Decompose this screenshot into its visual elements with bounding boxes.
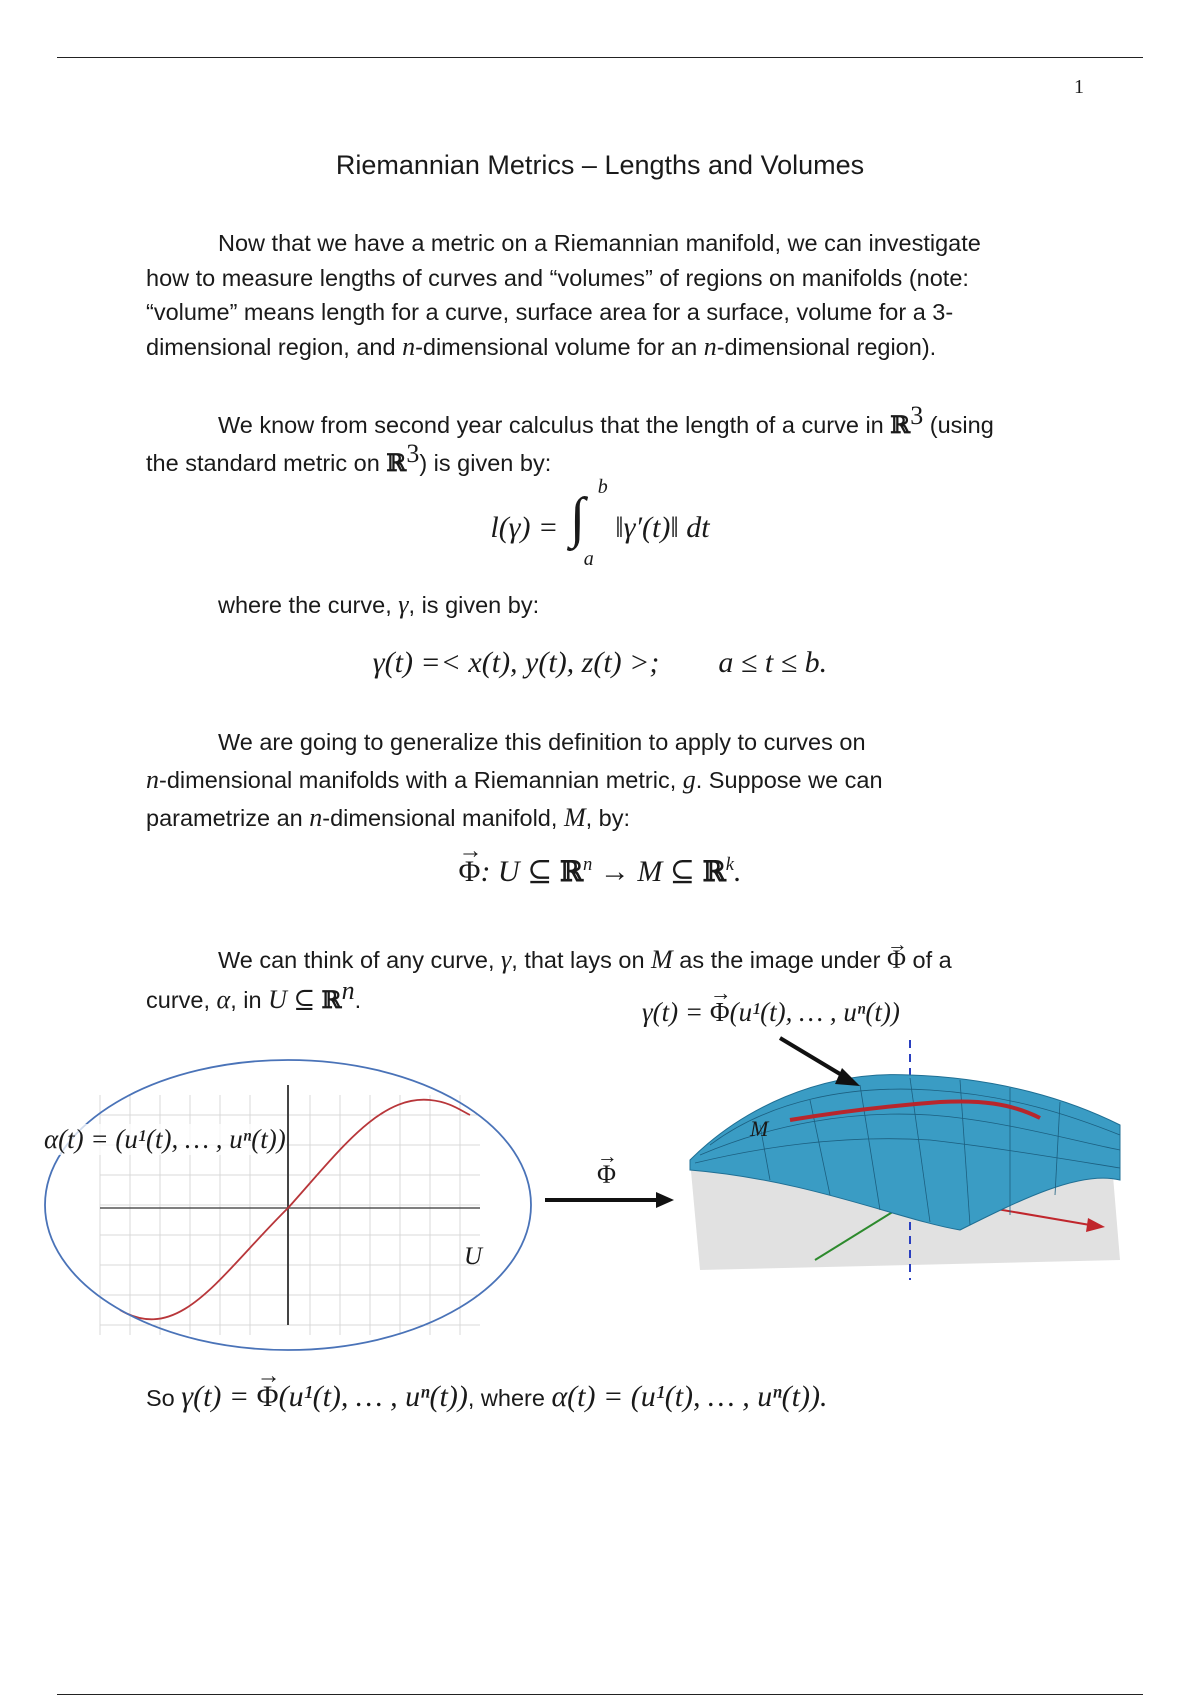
- paragraph-curve-image: [146, 940, 1096, 1020]
- generalize-line-3: parametrize an n-dimensional manifold, M, by:: [146, 803, 631, 832]
- intro-line-1: Now that we have a metric on a Riemannian manifold, we can investigate: [218, 230, 981, 256]
- gamma-pointer-arrow: [780, 1038, 850, 1080]
- curve-image-line-2: curve, α, in U ⊆ ℝ$^n$.: [146, 976, 362, 1014]
- phi-vector: → Φ: [459, 855, 481, 889]
- curve-definition-equation: [0, 646, 1200, 680]
- eq2-curve: γ(t) =< x(t), y(t), z(t) >;: [372, 646, 660, 679]
- summary-equation-line: So γ(t) = → Φ(u¹(t), … , uⁿ(t)), where α(t) = (u¹(t), … , uⁿ(t)).: [146, 1380, 827, 1414]
- intro-line-2: how to measure lengths of curves and “volumes” of regions on manifolds (note:: [146, 264, 969, 291]
- curve-image-line-1: We can think of any curve, γ, that lays on M as the image under → Φ of a: [146, 940, 1096, 980]
- document-title: Riemannian Metrics – Lengths and Volumes: [335, 150, 865, 180]
- where-curve-line: where the curve, γ, is given by:: [218, 590, 540, 619]
- paragraph-length-calculus: [146, 401, 1096, 482]
- bottom-rule: [57, 1694, 1143, 1695]
- arc-length-equation: [0, 476, 1200, 590]
- top-rule: [57, 57, 1143, 58]
- eq1-integrand: ‖γ′(t)‖ dt: [615, 510, 710, 544]
- page-number: 1: [1074, 76, 1084, 98]
- generalize-line-1: We are going to generalize this definition to apply to curves on: [218, 729, 866, 755]
- eq1-lhs: l(γ) =: [490, 510, 559, 544]
- calculus-line-1: We know from second year calculus that the length of a curve in ℝ$^3$ (using: [218, 401, 994, 439]
- manifold-m-label: M: [750, 1116, 769, 1141]
- alpha-curve-label: α(t) = (u¹(t), … , uⁿ(t)): [44, 1124, 286, 1154]
- integral-sign: ∫ b a: [569, 476, 608, 570]
- gamma-curve-label: γ(t) = → Φ(u¹(t), … , uⁿ(t)): [642, 997, 900, 1028]
- domain-figure: [40, 1055, 540, 1355]
- phi-map-label: → Φ: [597, 1160, 616, 1190]
- parametrization-equation: → Φ: U ⊆ ℝ$^n$ → M ⊆ ℝ$^k$.: [0, 854, 1200, 889]
- calculus-line-2: the standard metric on ℝ$^3$) is given by:: [146, 439, 552, 477]
- manifold-figure: [680, 1030, 1130, 1290]
- intro-line-3: “volume” means length for a curve, surface area for a surface, volume for a 3-: [146, 299, 954, 325]
- paragraph-generalize: [146, 723, 1096, 837]
- domain-u-label: U: [464, 1243, 483, 1270]
- eq2-range: a ≤ t ≤ b.: [718, 646, 828, 679]
- paragraph-intro: [146, 226, 1096, 364]
- intro-line-4: dimensional region, and n-dimensional volume for an n-dimensional region).: [146, 331, 937, 361]
- generalize-line-2: n-dimensional manifolds with a Riemannian metric, g. Suppose we can: [146, 765, 883, 794]
